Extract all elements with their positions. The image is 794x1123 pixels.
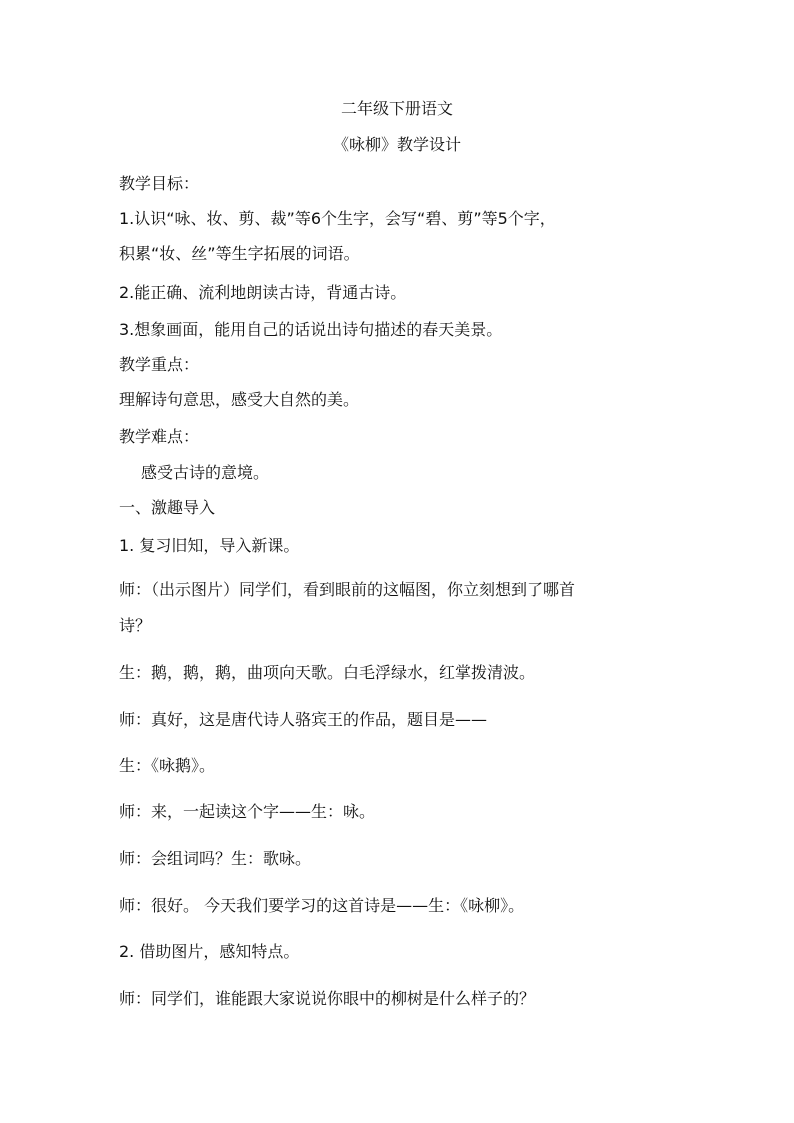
key-points-text: 理解诗句意思，感受大自然的美。	[119, 390, 360, 409]
objective-1-cont: 积累“妆、丝”等生字拓展的词语。	[119, 244, 360, 263]
section-heading-objectives: 教学目标：	[119, 174, 200, 193]
teacher-line-3: 师：来，一起读这个字——生：咏。	[119, 802, 376, 821]
objective-1: 1.认识“咏、妆、剪、裁”等6个生字，会写“碧、剪”等5个字，	[119, 209, 556, 228]
section-heading-intro: 一、激趣导入	[119, 498, 216, 517]
section-heading-difficulties: 教学难点：	[119, 427, 200, 446]
student-line-1: 生：鹅，鹅，鹅，曲项向天歌。白毛浮绿水，红掌拨清波。	[119, 663, 536, 682]
page-title: 二年级下册语文	[340, 99, 453, 118]
step-1-heading: 1. 复习旧知，导入新课。	[119, 536, 300, 555]
step-2-heading: 2. 借助图片，感知特点。	[119, 942, 300, 961]
teacher-line-4: 师：会组词吗？生：歌咏。	[119, 849, 312, 868]
student-line-2: 生：《咏鹅》。	[119, 756, 216, 775]
teacher-line-1: 师：（出示图片）同学们，看到眼前的这幅图，你立刻想到了哪首	[119, 580, 576, 599]
page-subtitle: 《咏柳》教学设计	[332, 135, 461, 154]
section-heading-key-points: 教学重点：	[119, 355, 200, 374]
teacher-line-5: 师：很好。 今天我们要学习的这首诗是——生：《咏柳》。	[119, 896, 525, 915]
teacher-line-6: 师：同学们，谁能跟大家说说你眼中的柳树是什么样子的？	[119, 989, 536, 1008]
teacher-line-1-cont: 诗？	[119, 616, 152, 635]
objective-2: 2.能正确、流利地朗读古诗，背通古诗。	[119, 283, 407, 302]
difficulties-text: 感受古诗的意境。	[141, 463, 270, 482]
teacher-line-2: 师：真好，这是唐代诗人骆宾王的作品，题目是——	[119, 710, 488, 729]
objective-3: 3.想象画面，能用自己的话说出诗句描述的春天美景。	[119, 320, 503, 339]
